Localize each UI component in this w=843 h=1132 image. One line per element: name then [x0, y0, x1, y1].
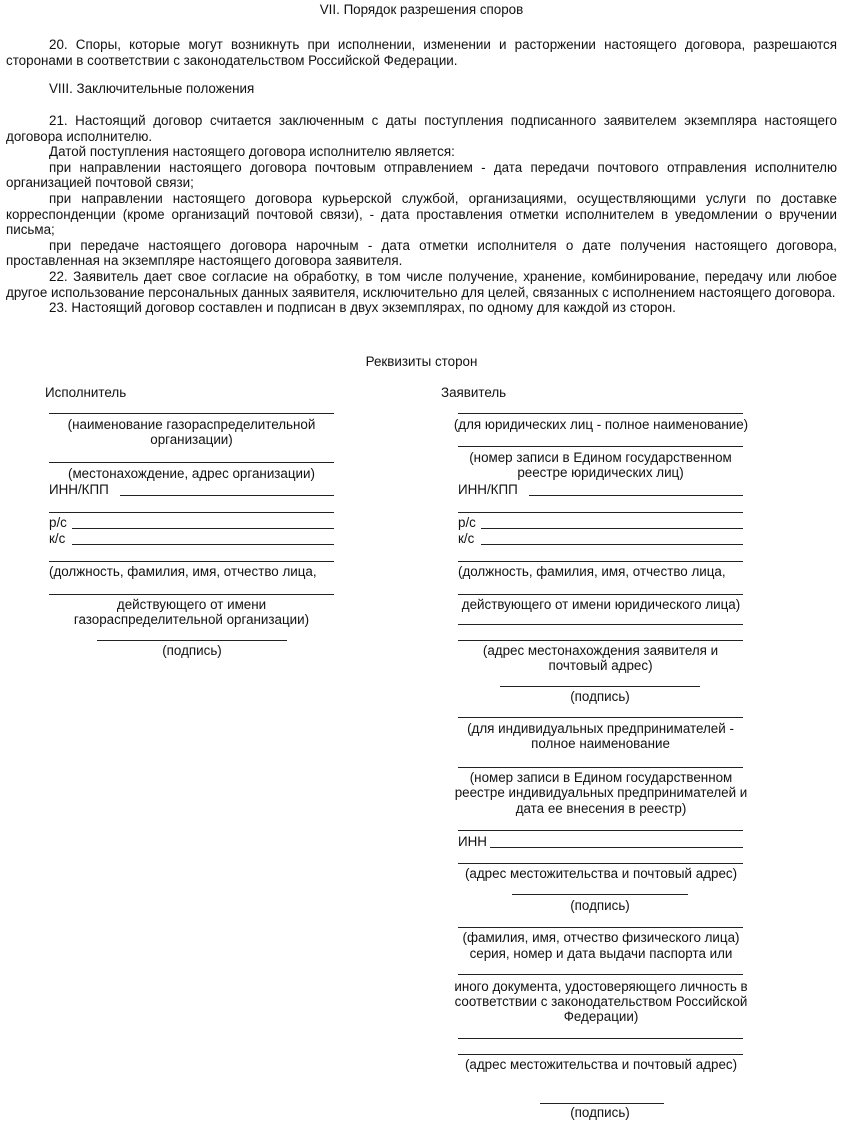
applicant-person-name-caption: (фамилия, имя, отчество физического лица): [462, 930, 740, 945]
clause-21-b: при направлении настоящего договора почтовым отправлением - дата передачи почтового отправления исполнителю организацией почтовой связи;: [6, 159, 837, 191]
applicant-passport-caption-4: Федерации): [563, 1009, 639, 1024]
clause-21-c: при направлении настоящего договора курьерской службой, организациями, осуществляющими услуги по доставке корреспонденции (кроме организаций почтовой связи), - дата проставления отметки исполнителем в уведомлении о вручении письма;: [6, 190, 837, 238]
executor-heading: Исполнитель: [45, 385, 127, 400]
executor-inn-kpp-line: [120, 495, 334, 496]
clause-20-text: 20. Споры, которые могут возникнуть при исполнении, изменении и расторжении настоящего договора, разрешаются сторонами в соответствии с законодательством Российской Федерации.: [6, 37, 837, 68]
applicant-egrip-caption-2: реестре индивидуальных предпринимателей и: [454, 785, 748, 800]
section-7-title: VII. Порядок разрешения споров: [319, 2, 524, 17]
clause-21-d: при передаче настоящего договора нарочным - дата отметки исполнителя о дате получения настоящего договора, проставленная на экземпляре настоящего договора заявителя.: [6, 237, 837, 269]
applicant-signature-line-3: [540, 1103, 664, 1104]
applicant-egrip-caption-3: дата ее внесения в реестр): [515, 801, 687, 816]
applicant-rs-line: [481, 528, 743, 529]
applicant-signature-line-1: [500, 686, 700, 687]
applicant-person-name-line: [458, 927, 743, 928]
executor-inn-kpp-label: ИНН/КПП: [49, 482, 109, 497]
applicant-heading: Заявитель: [441, 385, 507, 400]
executor-signature-caption: (подпись): [162, 643, 222, 658]
executor-acting-caption-2: газораспределительной организации): [73, 612, 310, 627]
executor-ks-line: [72, 544, 334, 545]
clause-21: 21. Настоящий договор считается заключенным с даты поступления подписанного заявителем экземпляра настоящего договора исполнителю.: [6, 113, 837, 144]
applicant-inn-kpp-line: [529, 495, 743, 496]
applicant-passport-line: [458, 974, 743, 975]
applicant-signature-line-2: [512, 894, 688, 895]
applicant-inn-line: [490, 847, 743, 848]
applicant-ks-label: к/с: [458, 531, 475, 546]
applicant-residence-caption-1: (адрес местожительства и почтовый адрес): [464, 866, 738, 881]
clause-22: 22. Заявитель дает свое согласие на обработку, в том числе получение, хранение, комбинирование, передачу или любое другое использование персональных данных заявителя, исключительно для целей, связанных с исполнением настоящего договора.: [6, 268, 837, 300]
applicant-egrul-line: [458, 446, 743, 447]
applicant-residence-line-2a: [458, 1038, 743, 1039]
applicant-address-line-2: [458, 640, 743, 641]
applicant-position-line: [458, 561, 743, 562]
executor-acting-caption-1: действующего от имени: [116, 597, 267, 612]
clause-23: 23. Настоящий договор составлен и подписан в двух экземплярах, по одному для каждой из сторон.: [49, 300, 676, 316]
applicant-rs-label: р/с: [458, 515, 476, 530]
applicant-inn-label: ИНН: [458, 834, 487, 849]
applicant-egrul-caption-1: (номер записи в Едином государственном: [469, 450, 732, 465]
executor-ks-label: к/с: [49, 531, 66, 546]
section-8-title: VIII. Заключительные положения: [49, 81, 255, 96]
executor-location-caption: (местонахождение, адрес организации): [68, 466, 315, 481]
applicant-address-line-1: [458, 624, 743, 625]
applicant-egrip-caption-1: (номер записи в Едином государственном: [469, 770, 733, 785]
applicant-passport-caption-2: иного документа, удостоверяющего личность в: [454, 979, 748, 994]
executor-org-name-caption-1: (наименование газораспределительной: [67, 417, 316, 432]
applicant-signature-caption-3: (подпись): [570, 1105, 630, 1120]
applicant-acting-caption: действующего от имени юридического лица): [461, 597, 741, 612]
executor-acting-line: [49, 594, 334, 595]
applicant-ip-name-caption-1: (для индивидуальных предпринимателей -: [467, 721, 734, 736]
clause-21-a: Датой поступления настоящего договора исполнителю является:: [49, 144, 455, 160]
applicant-egrul-caption-2: реестре юридических лиц): [517, 465, 684, 480]
executor-rs-line: [72, 528, 334, 529]
applicant-blank-line-1: [458, 512, 743, 513]
applicant-address-caption-2: почтовый адрес): [548, 658, 653, 673]
applicant-address-caption-1: (адрес местонахождения заявителя и: [482, 643, 719, 658]
executor-position-line: [49, 561, 334, 562]
executor-org-name-caption-2: организации): [150, 432, 233, 447]
executor-org-name-line: [49, 413, 334, 414]
applicant-blank-line-2: [458, 830, 743, 831]
applicant-legal-name-caption: (для юридических лиц - полное наименование): [453, 417, 749, 432]
clause-20: [6, 37, 837, 68]
applicant-ks-line: [481, 544, 743, 545]
executor-blank-line-1: [49, 512, 334, 513]
applicant-ip-name-line: [458, 717, 743, 718]
applicant-acting-line: [458, 594, 743, 595]
applicant-residence-line-2b: [458, 1054, 743, 1055]
executor-location-line: [49, 462, 334, 463]
applicant-inn-kpp-label: ИНН/КПП: [458, 482, 518, 497]
applicant-signature-caption-2: (подпись): [570, 898, 630, 913]
applicant-legal-name-line: [458, 413, 743, 414]
requisites-title: Реквизиты сторон: [365, 354, 478, 369]
applicant-signature-caption-1: (подпись): [570, 689, 630, 704]
executor-rs-label: р/с: [49, 515, 67, 530]
applicant-passport-caption-3: соответствии с законодательством Российской: [454, 994, 748, 1009]
applicant-egrip-line: [458, 767, 743, 768]
applicant-residence-line-1: [458, 863, 743, 864]
executor-signature-line: [97, 640, 287, 641]
applicant-ip-name-caption-2: полное наименование: [531, 736, 670, 751]
applicant-position-caption: (должность, фамилия, имя, отчество лица,: [458, 564, 726, 579]
applicant-passport-caption-1: серия, номер и дата выдачи паспорта или: [469, 946, 733, 961]
applicant-residence-caption-2: (адрес местожительства и почтовый адрес): [464, 1057, 738, 1072]
executor-position-caption: (должность, фамилия, имя, отчество лица,: [49, 564, 317, 579]
section-8-body: [6, 113, 837, 316]
